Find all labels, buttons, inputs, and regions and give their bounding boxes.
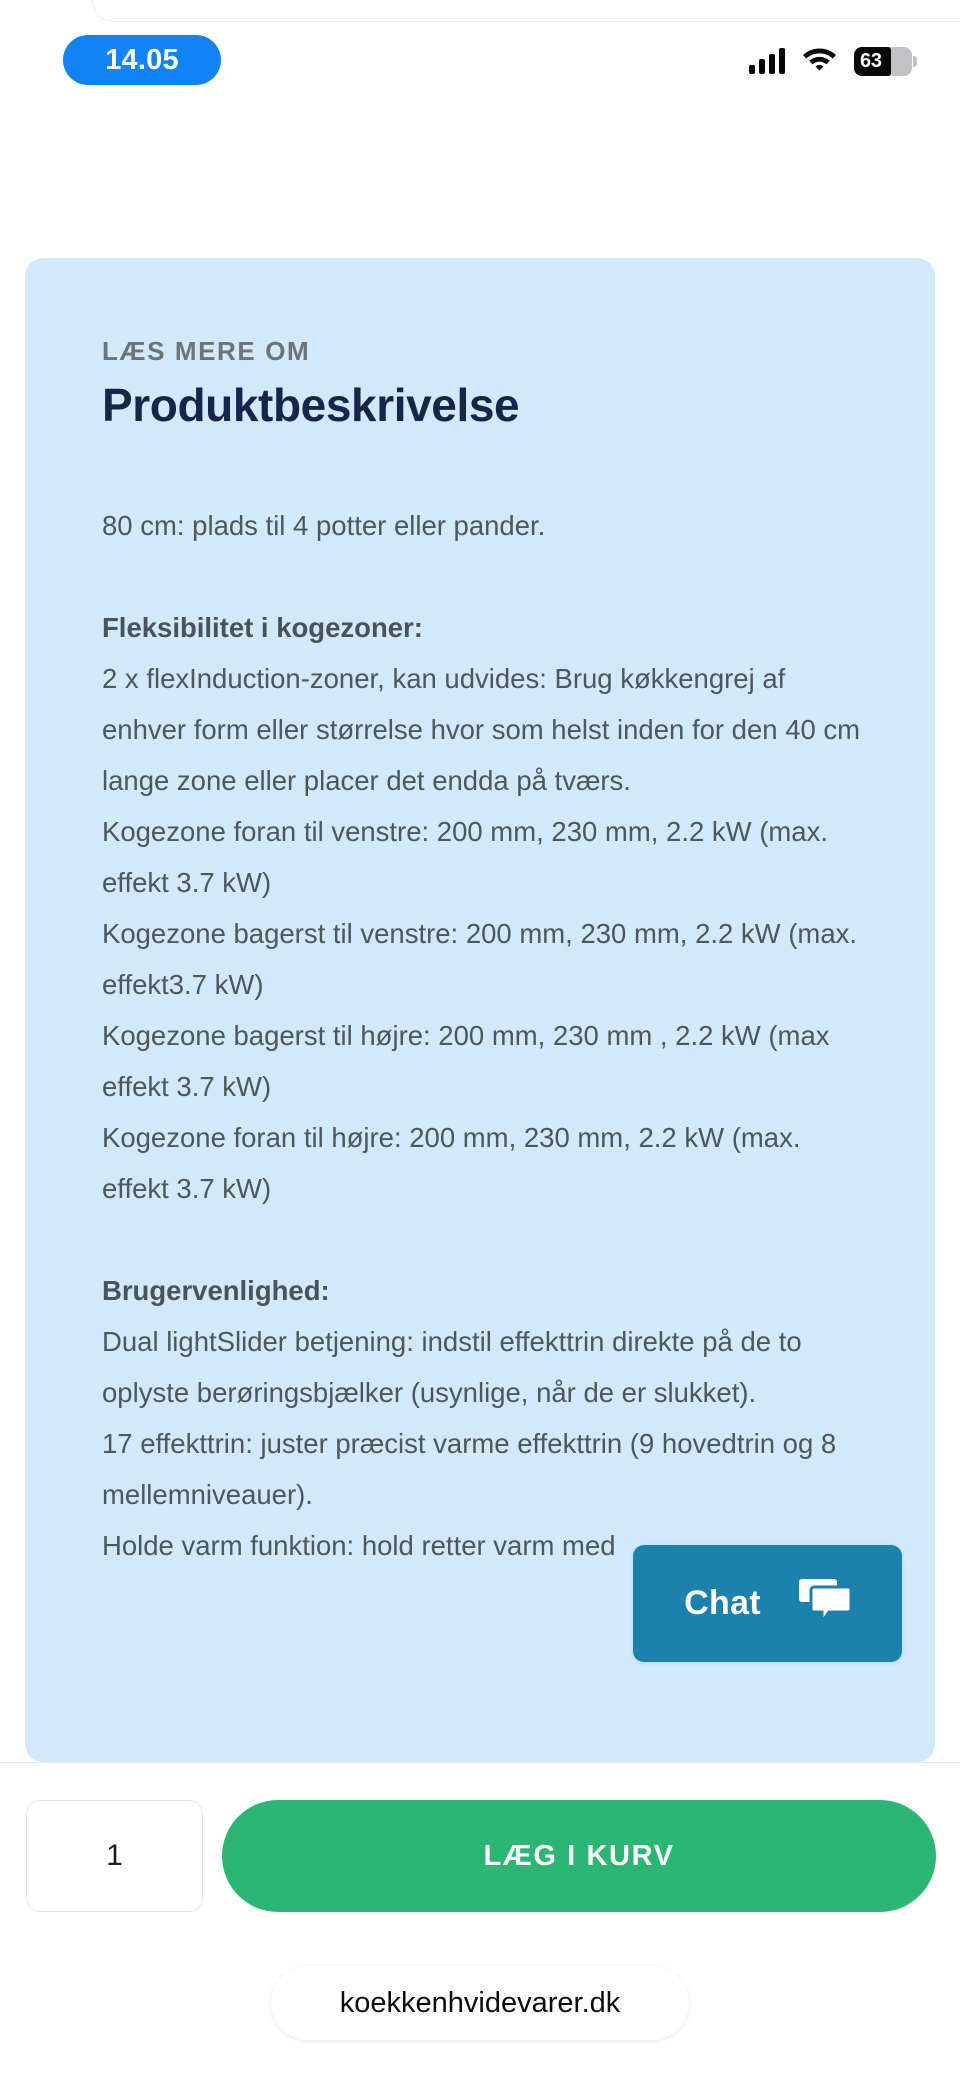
status-bar: [0, 30, 960, 100]
flex-line-4: Kogezone bagerst til højre: 200 mm, 230 mm , 2.2 kW (max effekt 3.7 kW): [102, 1020, 830, 1103]
flex-line-5: Kogezone foran til højre: 200 mm, 230 mm, 2.2 kW (max. effekt 3.7 kW): [102, 1122, 801, 1205]
chat-button[interactable]: [633, 1545, 902, 1662]
section-title: Produktbeskrivelse: [102, 379, 520, 432]
product-description-card: [25, 258, 935, 1762]
bottom-action-bar: [0, 1762, 960, 1948]
status-bar-time: 14.05: [63, 35, 221, 85]
flex-line-1: 2 x flexInduction-zoner, kan udvides: Brug køkkengrej af enhver form eller størrelse hvor som helst inden for den 40 cm lange zone eller placer det endda på tværs.: [102, 663, 861, 797]
quantity-input[interactable]: 1: [26, 1800, 203, 1912]
heading-usability: Brugervenlighed:: [102, 1275, 330, 1307]
add-to-cart-button[interactable]: LÆG I KURV: [222, 1800, 936, 1912]
status-bar-icons: [749, 40, 913, 82]
section-eyebrow: LÆS MERE OM: [102, 336, 311, 366]
flex-line-3: Kogezone bagerst til venstre: 200 mm, 230 mm, 2.2 kW (max. effekt3.7 kW): [102, 918, 858, 1001]
flex-line-2: Kogezone foran til venstre: 200 mm, 230 mm, 2.2 kW (max. effekt 3.7 kW): [102, 816, 828, 899]
previous-card-edge: [92, 0, 960, 22]
cellular-signal-icon: [749, 48, 786, 74]
usability-line-3: Holde varm funktion: hold retter varm med: [102, 1530, 616, 1562]
description-intro: 80 cm: plads til 4 potter eller pander.: [102, 510, 546, 542]
battery-percent-label: 63: [860, 49, 882, 72]
description-body: [102, 500, 862, 1571]
wifi-icon: [802, 45, 837, 77]
usability-line-1: Dual lightSlider betjening: indstil effekttrin direkte på de to oplyste berøringsbjælker (usynlige, når de er slukket).: [102, 1326, 802, 1409]
chat-bubbles-icon: [799, 1577, 851, 1630]
usability-line-2: 17 effekttrin: juster præcist varme effekttrin (9 hovedtrin og 8 mellemniveauer).: [102, 1428, 837, 1511]
heading-flexibility: Fleksibilitet i kogezoner:: [102, 612, 423, 644]
battery-icon: [854, 47, 912, 76]
chat-button-label: Chat: [684, 1584, 761, 1622]
domain-pill[interactable]: koekkenhvidevarer.dk: [271, 1966, 689, 2040]
